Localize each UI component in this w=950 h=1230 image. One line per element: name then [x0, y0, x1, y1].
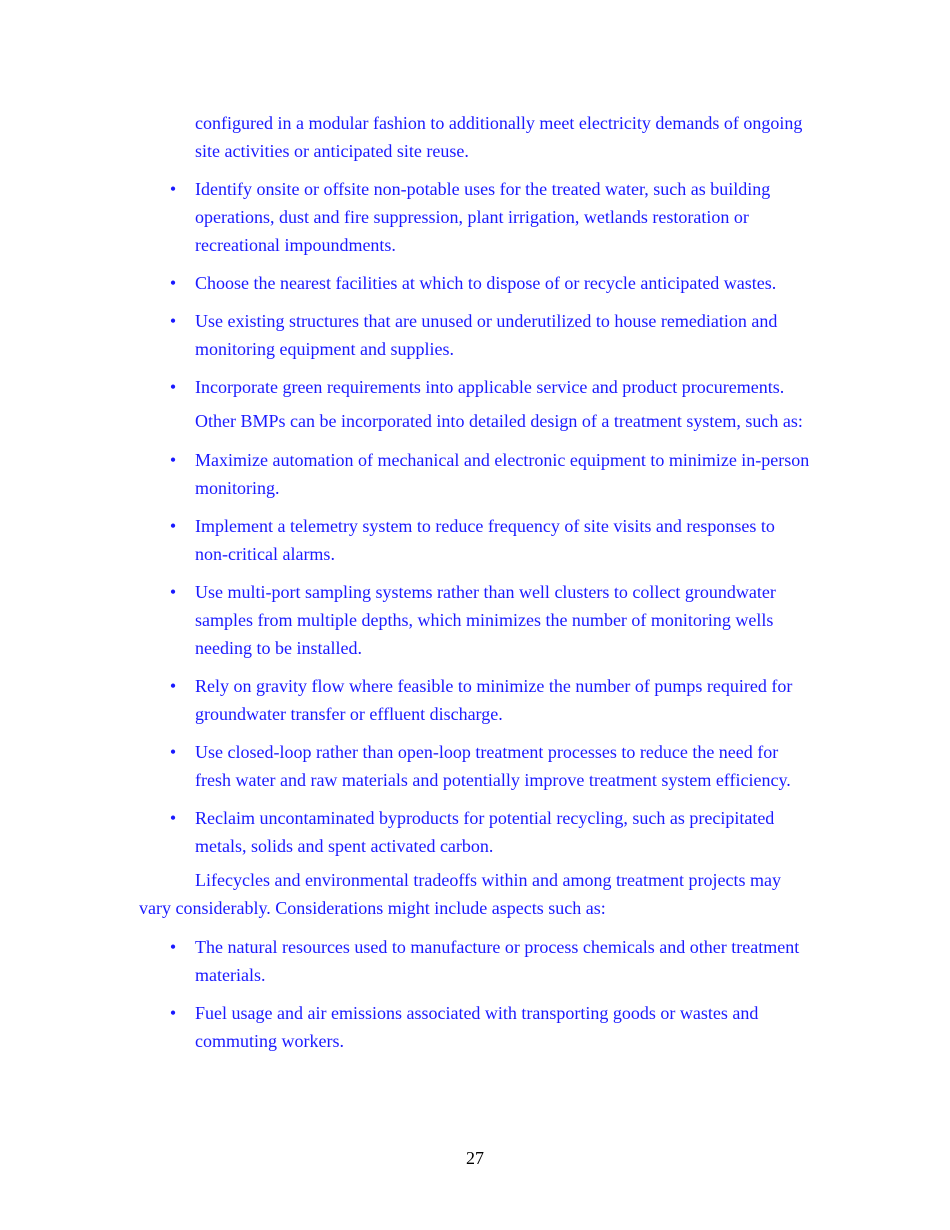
list-item [139, 578, 811, 662]
bullet-list-2 [139, 446, 811, 860]
continuation-paragraph: configured in a modular fashion to additionally meet electricity demands of ongoing site activities or anticipated site reuse. [195, 113, 803, 161]
list-item-text: Use multi-port sampling systems rather than well clusters to collect groundwater samples from multiple depths, which minimizes the number of monitoring wells needing to be installed. [195, 582, 776, 658]
list-item-text: Choose the nearest facilities at which to dispose of or recycle anticipated wastes. [195, 273, 777, 293]
bullet-list-3 [139, 933, 811, 1055]
bullet-icon: • [169, 582, 177, 602]
bullet-icon: • [169, 1003, 177, 1023]
list-item-text: Incorporate green requirements into applicable service and product procurements. [195, 377, 785, 397]
bullet-icon: • [169, 450, 177, 470]
bullet-icon: • [169, 516, 177, 536]
list-item [139, 512, 811, 568]
list-item-text: Use closed-loop rather than open-loop treatment processes to reduce the need for fresh water and raw materials and potentially improve treatment system efficiency. [195, 742, 791, 790]
bullet-icon: • [169, 273, 177, 293]
list-item-text: Reclaim uncontaminated byproducts for potential recycling, such as precipitated metals, solids and spent activated carbon. [195, 808, 775, 856]
list-item-text: Rely on gravity flow where feasible to minimize the number of pumps required for groundwater transfer or effluent discharge. [195, 676, 793, 724]
bullet-icon: • [169, 808, 177, 828]
bullet-list-1 [139, 175, 811, 401]
document-body [139, 109, 811, 1065]
bullet-icon: • [169, 377, 177, 397]
list-item-text: Maximize automation of mechanical and electronic equipment to minimize in-person monitoring. [195, 450, 810, 498]
list-item-text: The natural resources used to manufacture or process chemicals and other treatment materials. [195, 937, 800, 985]
list-item [139, 999, 811, 1055]
list-item [139, 175, 811, 259]
lifecycles-paragraph: Lifecycles and environmental tradeoffs within and among treatment projects may vary considerably. Considerations might include aspects such as: [139, 870, 781, 918]
list-item [139, 373, 811, 401]
list-item [139, 672, 811, 728]
bmp-paragraph: Other BMPs can be incorporated into detailed design of a treatment system, such as: [195, 411, 803, 431]
list-item-text: Fuel usage and air emissions associated with transporting goods or wastes and commuting workers. [195, 1003, 759, 1051]
list-item [139, 446, 811, 502]
list-item [139, 307, 811, 363]
bullet-icon: • [169, 179, 177, 199]
list-item [139, 804, 811, 860]
list-item-text: Identify onsite or offsite non-potable uses for the treated water, such as building operations, dust and fire suppression, plant irrigation, wetlands restoration or recreational impoundments. [195, 179, 771, 255]
list-item [139, 269, 811, 297]
list-item-text: Use existing structures that are unused or underutilized to house remediation and monitoring equipment and supplies. [195, 311, 778, 359]
bullet-icon: • [169, 742, 177, 762]
bullet-icon: • [169, 676, 177, 696]
list-item-text: Implement a telemetry system to reduce frequency of site visits and responses to non-critical alarms. [195, 516, 775, 564]
page-number: 27 [466, 1148, 484, 1168]
list-item [139, 738, 811, 794]
list-item [139, 933, 811, 989]
bullet-icon: • [169, 311, 177, 331]
bullet-icon: • [169, 937, 177, 957]
